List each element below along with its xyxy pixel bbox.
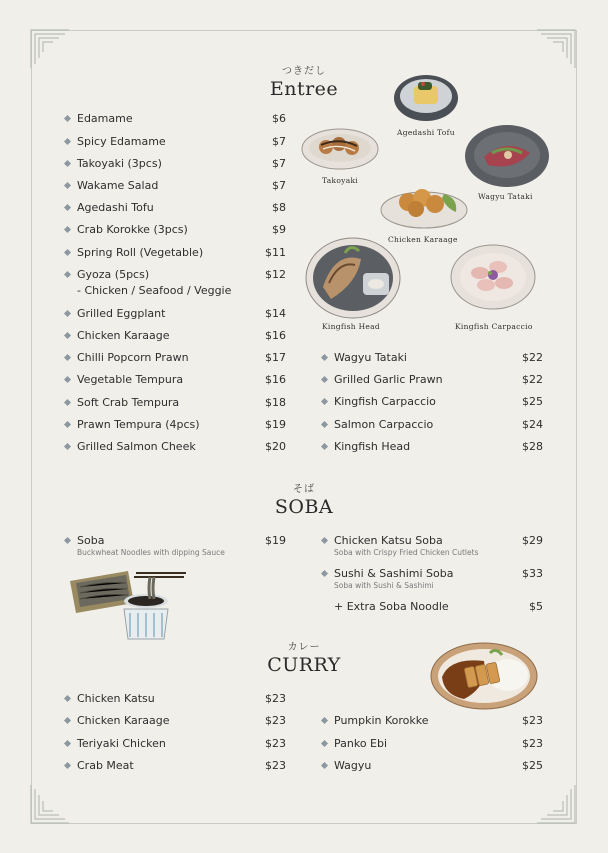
menu-item[interactable]: Soba Buckwheat Noodles with dipping Sauce [77, 534, 225, 558]
menu-item-options: - Chicken / Seafood / Veggie [77, 284, 232, 297]
menu-price: $19 [265, 418, 286, 431]
corner-ornament-icon [535, 783, 577, 825]
menu-item[interactable]: Grilled Salmon Cheek [77, 440, 196, 454]
food-caption: Agedashi Tofu [397, 128, 455, 137]
wagyu-tataki-plate-icon [464, 123, 550, 189]
food-caption: Wagyu Tataki [478, 192, 533, 201]
takoyaki-plate-icon [301, 127, 379, 171]
menu-price: $24 [522, 418, 543, 431]
menu-price: $23 [265, 692, 286, 705]
menu-item[interactable]: Salmon Carpaccio [334, 418, 433, 432]
menu-item[interactable]: Prawn Tempura (4pcs) [77, 418, 200, 432]
menu-price: $9 [272, 223, 286, 236]
menu-item[interactable]: Pumpkin Korokke [334, 714, 429, 728]
menu-item[interactable]: Chicken Katsu [77, 692, 155, 706]
menu-item[interactable]: Soft Crab Tempura [77, 396, 179, 410]
food-caption: Takoyaki [322, 176, 359, 185]
menu-price: $23 [265, 714, 286, 727]
menu-price: $22 [522, 373, 543, 386]
menu-price: $19 [265, 534, 286, 547]
curry-jp-title: カレー [287, 642, 321, 653]
menu-price: $29 [522, 534, 543, 547]
soba-heading [0, 480, 608, 518]
menu-item[interactable]: Sushi & Sashimi Soba Soba with Sushi & Sashimi [334, 567, 453, 591]
menu-price: $25 [522, 395, 543, 408]
food-caption: Kingfish Carpaccio [455, 322, 533, 331]
menu-price: $7 [272, 179, 286, 192]
menu-item[interactable]: + Extra Soba Noodle [334, 600, 449, 613]
menu-item[interactable]: Vegetable Tempura [77, 373, 183, 387]
menu-price: $6 [272, 112, 286, 125]
menu-item[interactable]: Spicy Edamame [77, 135, 166, 149]
menu-price: $20 [265, 440, 286, 453]
menu-item[interactable]: Teriyaki Chicken [77, 737, 166, 751]
menu-price: $28 [522, 440, 543, 453]
menu-item[interactable]: Agedashi Tofu [77, 201, 154, 215]
menu-price: $11 [265, 246, 286, 259]
menu-item-description: Buckwheat Noodles with dipping Sauce [77, 548, 225, 557]
food-caption: Kingfish Head [322, 322, 381, 331]
menu-item[interactable]: Chilli Popcorn Prawn [77, 351, 189, 365]
menu-item[interactable]: Spring Roll (Vegetable) [77, 246, 203, 260]
menu-item[interactable]: Grilled Eggplant [77, 307, 165, 321]
menu-item[interactable]: Crab Korokke (3pcs) [77, 223, 188, 237]
menu-price: $23 [522, 714, 543, 727]
menu-price: $25 [522, 759, 543, 772]
soba-jp-title: そば [293, 484, 315, 495]
menu-item[interactable]: Wakame Salad [77, 179, 158, 193]
menu-price: $16 [265, 329, 286, 342]
katsu-curry-plate-icon [430, 641, 538, 711]
menu-price: $12 [265, 268, 286, 281]
kingfish-carpaccio-plate-icon [450, 243, 536, 311]
menu-price: $23 [522, 737, 543, 750]
entree-jp-title: つきだし [282, 66, 326, 77]
menu-item[interactable]: Edamame [77, 112, 133, 126]
menu-item[interactable]: Wagyu Tataki [334, 351, 407, 365]
menu-item-description: Soba with Sushi & Sashimi [334, 581, 434, 590]
corner-ornament-icon [29, 783, 71, 825]
chicken-karaage-plate-icon [380, 180, 468, 230]
menu-price: $16 [265, 373, 286, 386]
menu-price: $7 [272, 135, 286, 148]
soba-title: SOBA [274, 496, 334, 518]
menu-item[interactable]: Chicken Katsu Soba Soba with Crispy Fried Chicken Cutlets [334, 534, 478, 558]
menu-price: $18 [265, 396, 286, 409]
zaru-soba-icon [68, 563, 188, 643]
menu-item[interactable]: Panko Ebi [334, 737, 387, 751]
entree-heading [0, 62, 608, 100]
entree-title: Entree [269, 78, 339, 100]
curry-title: CURRY [267, 654, 341, 676]
menu-item-description: Soba with Crispy Fried Chicken Cutlets [334, 548, 479, 557]
menu-price: $8 [272, 201, 286, 214]
menu-price: $23 [265, 737, 286, 750]
menu-item[interactable]: Grilled Garlic Prawn [334, 373, 443, 387]
menu-item[interactable]: Chicken Karaage [77, 329, 170, 343]
menu-item[interactable]: Kingfish Head [334, 440, 410, 454]
agedashi-tofu-bowl-icon [392, 72, 460, 126]
kingfish-head-plate-icon [305, 237, 401, 319]
menu-price: $7 [272, 157, 286, 170]
menu-item[interactable]: Gyoza (5pcs) - Chicken / Seafood / Veggie [77, 268, 231, 298]
menu-price: $33 [522, 567, 543, 580]
menu-price: $23 [265, 759, 286, 772]
food-caption: Chicken Karaage [388, 235, 458, 244]
menu-price: $17 [265, 351, 286, 364]
menu-item[interactable]: Chicken Karaage [77, 714, 170, 728]
menu-price: $14 [265, 307, 286, 320]
menu-price: $5 [529, 600, 543, 613]
menu-item[interactable]: Wagyu [334, 759, 371, 773]
menu-item[interactable]: Crab Meat [77, 759, 134, 773]
menu-price: $22 [522, 351, 543, 364]
menu-item[interactable]: Takoyaki (3pcs) [77, 157, 162, 171]
menu-item[interactable]: Kingfish Carpaccio [334, 395, 436, 409]
